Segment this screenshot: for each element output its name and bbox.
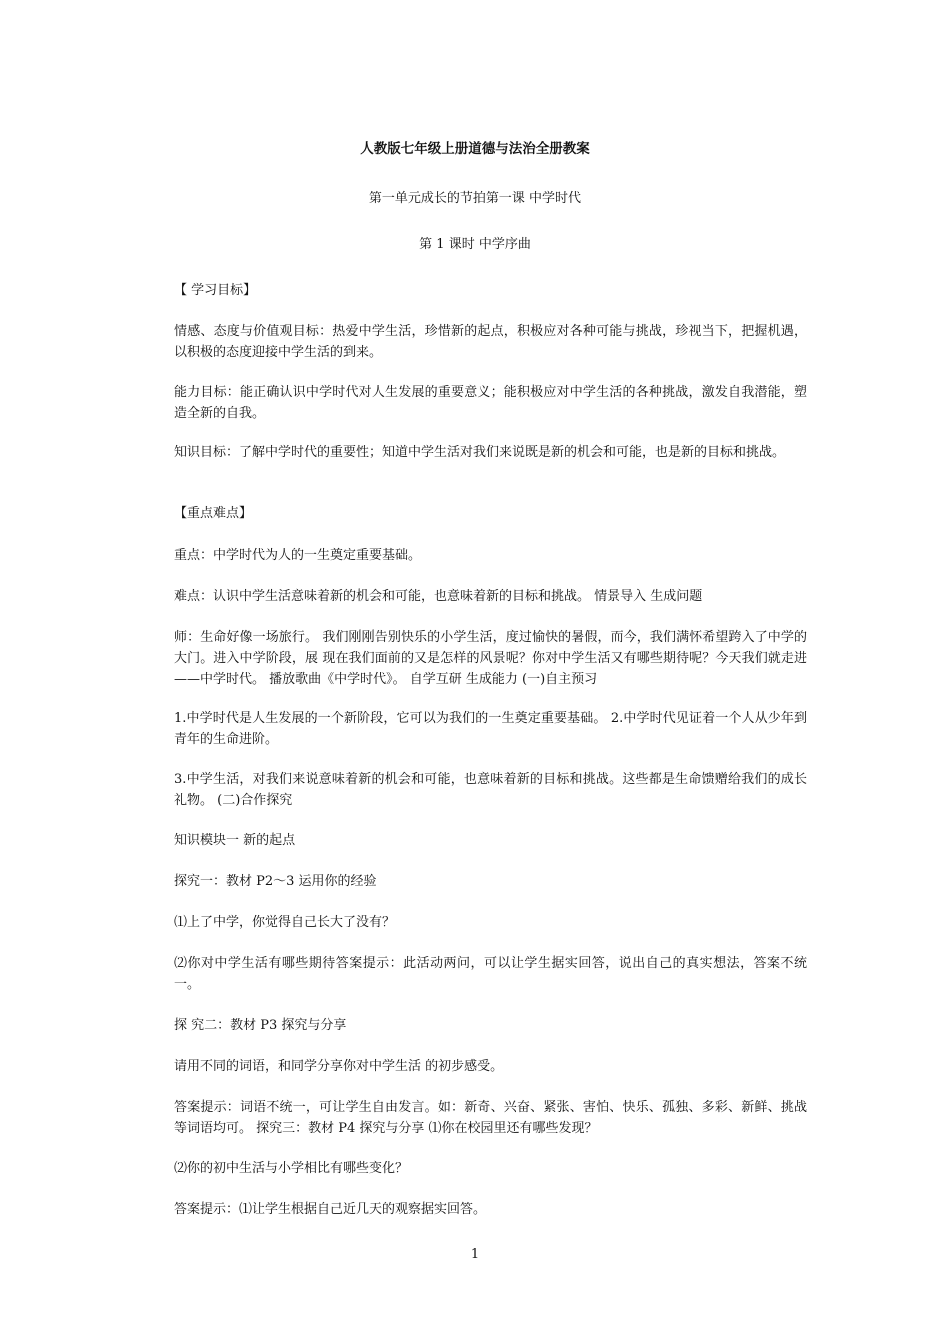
paragraph: 1.中学时代是人生发展的一个新阶段，它可以为我们的一生奠定重要基础。 2.中学时代见证着一个人从少年到青年的生命进阶。 (174, 711, 807, 747)
section-heading-objectives: 【 学习目标】 (174, 283, 257, 298)
paragraph: 情感、态度与价值观目标：热爱中学生活，珍惜新的起点，积极应对各种可能与挑战，珍视当下，把握机遇，以积极的态度迎接中学生活的到来。 (174, 324, 807, 360)
paragraph: 3.中学生活，对我们来说意味着新的机会和可能，也意味着新的目标和挑战。这些都是生命馈赠给我们的成长礼物。 (二)合作探究 (174, 772, 807, 808)
document-title: 人教版七年级上册道德与法治全册教案 (360, 141, 590, 157)
paragraph: ⑴上了中学，你觉得自己长大了没有？ (174, 915, 396, 930)
paragraph: 答案提示：词语不统一，可让学生自由发言。如：新奇、兴奋、紧张、害怕、快乐、孤独、多彩、新鲜、挑战等词语均可。 探究三：教材 P4 探究与分享 ⑴你在校园里还有哪些发现？ (174, 1100, 807, 1136)
paragraph: 知识目标：了解中学时代的重要性；知道中学生活对我们来说既是新的机会和可能，也是新的目标和挑战。 (174, 445, 786, 460)
section-heading-key-points: 【重点难点】 (174, 506, 253, 521)
paragraph: 答案提示：⑴让学生根据自己近几天的观察据实回答。 (174, 1202, 487, 1217)
paragraph: 难点：认识中学生活意味着新的机会和可能，也意味着新的目标和挑战。 情景导入 生成问题 (174, 589, 703, 604)
paragraph: ⑵你对中学生活有哪些期待答案提示：此活动两问，可以让学生据实回答，说出自己的真实想法，答案不统一。 (174, 956, 807, 992)
paragraph: ⑵你的初中生活与小学相比有哪些变化？ (174, 1161, 409, 1176)
paragraph: 能力目标：能正确认识中学时代对人生发展的重要意义；能积极应对中学生活的各种挑战，激发自我潜能，塑造全新的自我。 (174, 385, 807, 421)
lesson-heading: 第 1 课时 中学序曲 (419, 237, 531, 252)
paragraph: 师：生命好像一场旅行。 我们刚刚告别快乐的小学生活，度过愉快的暑假，而今，我们满怀希望跨入了中学的大门。进入中学阶段，展 现在我们面前的又是怎样的风景呢？你对中学生活又有哪些期待呢？今天我们就走进——中学时代。 播放歌曲《中学时代》。 自学互研 生成能力 (一)自主预习 (174, 630, 807, 687)
paragraph: 重点：中学时代为人的一生奠定重要基础。 (174, 548, 422, 563)
page-number: 1 (470, 1247, 480, 1262)
paragraph: 请用不同的词语，和同学分享你对中学生活 的初步感受。 (174, 1059, 504, 1074)
paragraph: 知识模块一 新的起点 (174, 833, 296, 848)
paragraph: 探 究二：教材 P3 探究与分享 (174, 1018, 347, 1033)
paragraph: 探究一：教材 P2～3 运用你的经验 (174, 874, 377, 889)
unit-heading: 第一单元成长的节拍第一课 中学时代 (368, 191, 582, 206)
